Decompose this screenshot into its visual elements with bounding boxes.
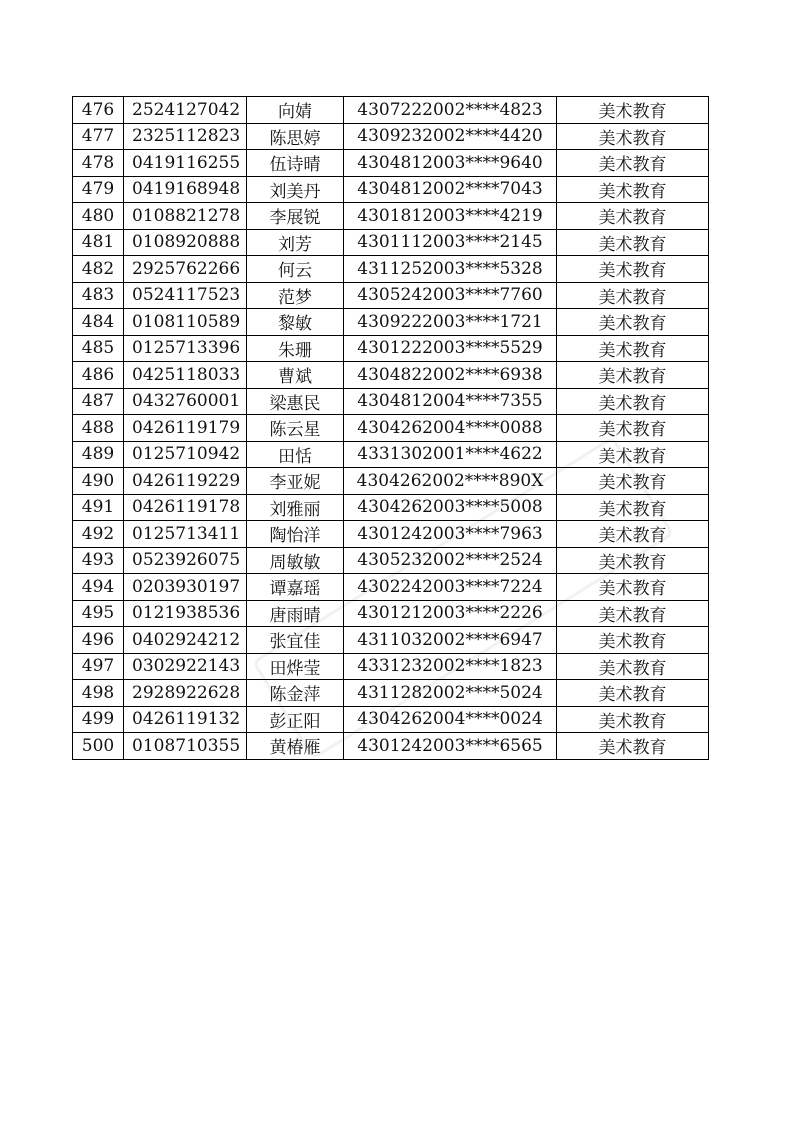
name-cell: 田恬	[247, 441, 344, 468]
major-cell: 美术教育	[557, 150, 709, 177]
row-number-cell: 488	[73, 415, 124, 442]
major-cell: 美术教育	[557, 309, 709, 336]
exam-number-cell: 0432760001	[124, 388, 247, 415]
exam-number-cell: 0523926075	[124, 547, 247, 574]
name-cell: 黎敏	[247, 309, 344, 336]
id-number-cell: 4302242003****7224	[344, 574, 557, 601]
name-cell: 伍诗晴	[247, 150, 344, 177]
table-row	[73, 574, 709, 601]
name-cell: 刘美丹	[247, 176, 344, 203]
table-row	[73, 176, 709, 203]
table-row	[73, 468, 709, 495]
major-cell: 美术教育	[557, 123, 709, 150]
exam-number-cell: 0108821278	[124, 203, 247, 230]
id-number-cell: 4304262004****0088	[344, 415, 557, 442]
row-number-cell: 482	[73, 256, 124, 283]
id-number-cell: 4301242003****7963	[344, 521, 557, 548]
id-number-cell: 4311252003****5328	[344, 256, 557, 283]
major-cell: 美术教育	[557, 335, 709, 362]
name-cell: 朱珊	[247, 335, 344, 362]
table-row	[73, 521, 709, 548]
id-number-cell: 4301812003****4219	[344, 203, 557, 230]
id-number-cell: 4301212003****2226	[344, 600, 557, 627]
name-cell: 陶怡洋	[247, 521, 344, 548]
name-cell: 谭嘉瑶	[247, 574, 344, 601]
row-number-cell: 499	[73, 706, 124, 733]
major-cell: 美术教育	[557, 97, 709, 124]
roster-table	[72, 96, 709, 760]
row-number-cell: 487	[73, 388, 124, 415]
table-row	[73, 653, 709, 680]
name-cell: 何云	[247, 256, 344, 283]
table-row	[73, 733, 709, 760]
table-row	[73, 441, 709, 468]
table-row	[73, 203, 709, 230]
exam-number-cell: 0108920888	[124, 229, 247, 256]
table-row	[73, 600, 709, 627]
id-number-cell: 4301242003****6565	[344, 733, 557, 760]
row-number-cell: 490	[73, 468, 124, 495]
name-cell: 梁惠民	[247, 388, 344, 415]
exam-number-cell: 0302922143	[124, 653, 247, 680]
name-cell: 陈云星	[247, 415, 344, 442]
major-cell: 美术教育	[557, 256, 709, 283]
exam-number-cell: 2325112823	[124, 123, 247, 150]
major-cell: 美术教育	[557, 733, 709, 760]
major-cell: 美术教育	[557, 653, 709, 680]
id-number-cell: 4331232002****1823	[344, 653, 557, 680]
major-cell: 美术教育	[557, 627, 709, 654]
name-cell: 李亚妮	[247, 468, 344, 495]
row-number-cell: 496	[73, 627, 124, 654]
row-number-cell: 485	[73, 335, 124, 362]
row-number-cell: 480	[73, 203, 124, 230]
row-number-cell: 478	[73, 150, 124, 177]
major-cell: 美术教育	[557, 574, 709, 601]
table-row	[73, 309, 709, 336]
row-number-cell: 500	[73, 733, 124, 760]
table-row	[73, 150, 709, 177]
major-cell: 美术教育	[557, 521, 709, 548]
exam-number-cell: 0426119179	[124, 415, 247, 442]
row-number-cell: 493	[73, 547, 124, 574]
name-cell: 刘芳	[247, 229, 344, 256]
row-number-cell: 491	[73, 494, 124, 521]
exam-number-cell: 0203930197	[124, 574, 247, 601]
major-cell: 美术教育	[557, 388, 709, 415]
table-row	[73, 123, 709, 150]
id-number-cell: 4311032002****6947	[344, 627, 557, 654]
exam-number-cell: 0125710942	[124, 441, 247, 468]
row-number-cell: 492	[73, 521, 124, 548]
exam-number-cell: 0426119178	[124, 494, 247, 521]
row-number-cell: 484	[73, 309, 124, 336]
name-cell: 唐雨晴	[247, 600, 344, 627]
major-cell: 美术教育	[557, 229, 709, 256]
major-cell: 美术教育	[557, 415, 709, 442]
exam-number-cell: 2928922628	[124, 680, 247, 707]
id-number-cell: 4304262002****890X	[344, 468, 557, 495]
id-number-cell: 4304262004****0024	[344, 706, 557, 733]
table-row	[73, 282, 709, 309]
id-number-cell: 4309222003****1721	[344, 309, 557, 336]
row-number-cell: 489	[73, 441, 124, 468]
major-cell: 美术教育	[557, 203, 709, 230]
row-number-cell: 479	[73, 176, 124, 203]
id-number-cell: 4304812004****7355	[344, 388, 557, 415]
major-cell: 美术教育	[557, 547, 709, 574]
major-cell: 美术教育	[557, 706, 709, 733]
name-cell: 周敏敏	[247, 547, 344, 574]
id-number-cell: 4307222002****4823	[344, 97, 557, 124]
table-row	[73, 547, 709, 574]
row-number-cell: 497	[73, 653, 124, 680]
row-number-cell: 498	[73, 680, 124, 707]
id-number-cell: 4305232002****2524	[344, 547, 557, 574]
name-cell: 陈思婷	[247, 123, 344, 150]
table-row	[73, 362, 709, 389]
id-number-cell: 4301112003****2145	[344, 229, 557, 256]
id-number-cell: 4311282002****5024	[344, 680, 557, 707]
id-number-cell: 4309232002****4420	[344, 123, 557, 150]
row-number-cell: 476	[73, 97, 124, 124]
exam-number-cell: 0524117523	[124, 282, 247, 309]
roster-body	[73, 97, 709, 760]
name-cell: 田烨莹	[247, 653, 344, 680]
name-cell: 李展锐	[247, 203, 344, 230]
id-number-cell: 4331302001****4622	[344, 441, 557, 468]
name-cell: 彭正阳	[247, 706, 344, 733]
name-cell: 刘雅丽	[247, 494, 344, 521]
table-row	[73, 388, 709, 415]
row-number-cell: 481	[73, 229, 124, 256]
name-cell: 黄椿雁	[247, 733, 344, 760]
name-cell: 张宜佳	[247, 627, 344, 654]
major-cell: 美术教育	[557, 494, 709, 521]
major-cell: 美术教育	[557, 468, 709, 495]
id-number-cell: 4304822002****6938	[344, 362, 557, 389]
row-number-cell: 486	[73, 362, 124, 389]
exam-number-cell: 0425118033	[124, 362, 247, 389]
major-cell: 美术教育	[557, 176, 709, 203]
name-cell: 向婧	[247, 97, 344, 124]
name-cell: 曹斌	[247, 362, 344, 389]
major-cell: 美术教育	[557, 600, 709, 627]
major-cell: 美术教育	[557, 362, 709, 389]
exam-number-cell: 0419168948	[124, 176, 247, 203]
exam-number-cell: 2524127042	[124, 97, 247, 124]
table-row	[73, 97, 709, 124]
table-row	[73, 627, 709, 654]
id-number-cell: 4304262003****5008	[344, 494, 557, 521]
id-number-cell: 4304812003****9640	[344, 150, 557, 177]
table-row	[73, 335, 709, 362]
exam-number-cell: 0121938536	[124, 600, 247, 627]
exam-number-cell: 0419116255	[124, 150, 247, 177]
row-number-cell: 483	[73, 282, 124, 309]
table-row	[73, 256, 709, 283]
exam-number-cell: 0426119132	[124, 706, 247, 733]
table-row	[73, 415, 709, 442]
exam-number-cell: 0125713396	[124, 335, 247, 362]
major-cell: 美术教育	[557, 282, 709, 309]
table-row	[73, 494, 709, 521]
table-row	[73, 680, 709, 707]
row-number-cell: 495	[73, 600, 124, 627]
exam-number-cell: 0426119229	[124, 468, 247, 495]
name-cell: 范梦	[247, 282, 344, 309]
exam-number-cell: 2925762266	[124, 256, 247, 283]
exam-number-cell: 0108710355	[124, 733, 247, 760]
row-number-cell: 477	[73, 123, 124, 150]
table-row	[73, 229, 709, 256]
id-number-cell: 4305242003****7760	[344, 282, 557, 309]
name-cell: 陈金萍	[247, 680, 344, 707]
id-number-cell: 4304812002****7043	[344, 176, 557, 203]
exam-number-cell: 0125713411	[124, 521, 247, 548]
row-number-cell: 494	[73, 574, 124, 601]
major-cell: 美术教育	[557, 680, 709, 707]
id-number-cell: 4301222003****5529	[344, 335, 557, 362]
exam-number-cell: 0402924212	[124, 627, 247, 654]
table-row	[73, 706, 709, 733]
major-cell: 美术教育	[557, 441, 709, 468]
exam-number-cell: 0108110589	[124, 309, 247, 336]
